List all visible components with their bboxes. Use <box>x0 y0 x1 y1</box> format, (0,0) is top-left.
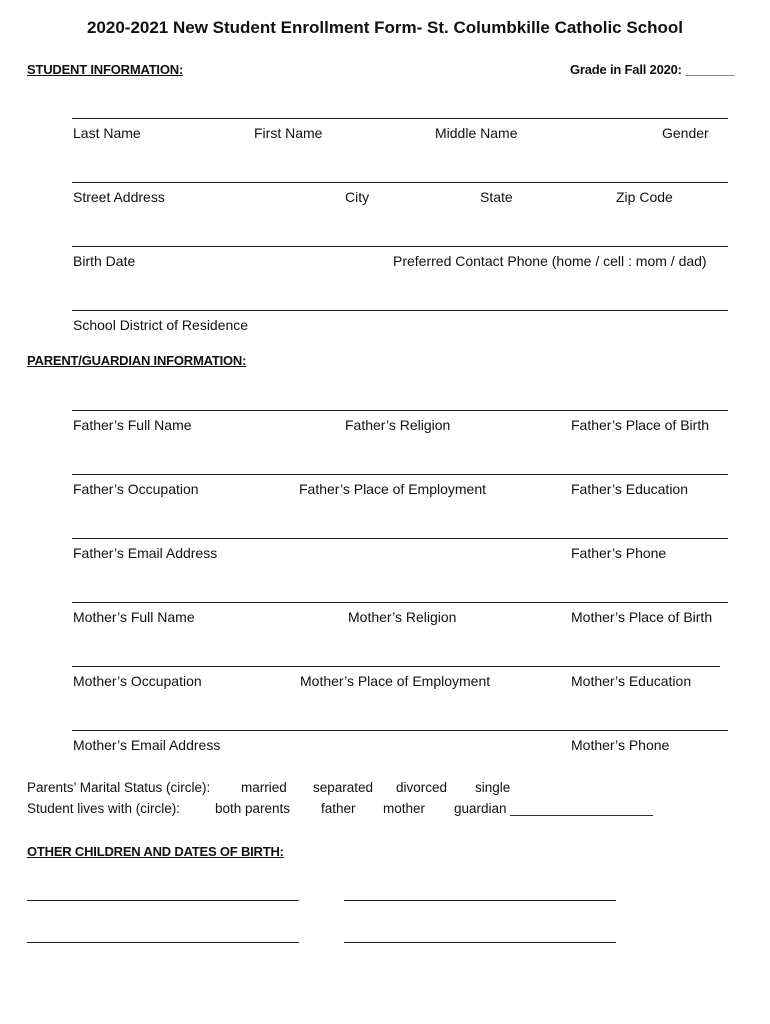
grade-field[interactable]: Grade in Fall 2020: _______ <box>570 62 735 77</box>
mother-birthplace-label: Mother’s Place of Birth <box>571 609 713 625</box>
father-full-name-label: Father’s Full Name <box>73 417 192 433</box>
child-line-4[interactable] <box>344 942 616 943</box>
form-title: 2020-2021 New Student Enrollment Form- St. Columbkille Catholic School <box>86 18 684 37</box>
mother-occupation-label: Mother’s Occupation <box>73 673 202 689</box>
other-children-heading: OTHER CHILDREN AND DATES OF BIRTH: <box>27 844 284 859</box>
street-address-label: Street Address <box>73 189 165 205</box>
school-district-label: School District of Residence <box>73 317 249 333</box>
mother-email-line[interactable] <box>72 730 728 731</box>
gender-label: Gender <box>662 125 709 141</box>
parent-info-heading: PARENT/GUARDIAN INFORMATION: <box>27 353 247 368</box>
middle-name-label: Middle Name <box>435 125 518 141</box>
school-district-line[interactable] <box>72 310 728 311</box>
city-label: City <box>345 189 370 205</box>
option-mother[interactable]: mother <box>383 801 426 816</box>
mother-full-name-label: Mother’s Full Name <box>73 609 195 625</box>
mother-religion-label: Mother’s Religion <box>348 609 457 625</box>
father-email-line[interactable] <box>72 538 728 539</box>
father-phone-label: Father’s Phone <box>571 545 667 561</box>
father-occupation-label: Father’s Occupation <box>73 481 199 497</box>
option-both-parents[interactable]: both parents <box>215 801 291 816</box>
contact-phone-label: Preferred Contact Phone (home / cell : mom / dad) <box>393 253 707 269</box>
address-line[interactable] <box>72 182 728 183</box>
birth-date-line[interactable] <box>72 246 728 247</box>
child-line-2[interactable] <box>344 900 616 901</box>
father-education-label: Father’s Education <box>571 481 688 497</box>
lives-with-label: Student lives with (circle): <box>27 801 181 816</box>
mother-employment-label: Mother’s Place of Employment <box>300 673 491 689</box>
child-line-3[interactable] <box>27 942 299 943</box>
last-name-line[interactable] <box>72 118 728 119</box>
mother-education-label: Mother’s Education <box>571 673 692 689</box>
father-religion-label: Father’s Religion <box>345 417 451 433</box>
father-employment-label: Father’s Place of Employment <box>299 481 487 497</box>
option-guardian[interactable]: guardian ___________________ <box>454 801 653 816</box>
option-divorced[interactable]: divorced <box>396 780 448 795</box>
mother-name-line[interactable] <box>72 602 728 603</box>
father-occupation-line[interactable] <box>72 474 728 475</box>
father-birthplace-label: Father’s Place of Birth <box>571 417 709 433</box>
option-single[interactable]: single <box>475 780 511 795</box>
first-name-label: First Name <box>254 125 323 141</box>
option-married[interactable]: married <box>241 780 287 795</box>
last-name-label: Last Name <box>73 125 141 141</box>
mother-occupation-line[interactable] <box>72 666 720 667</box>
father-name-line[interactable] <box>72 410 728 411</box>
state-label: State <box>480 189 513 205</box>
zip-code-label: Zip Code <box>616 189 673 205</box>
birth-date-label: Birth Date <box>73 253 136 269</box>
student-info-heading: STUDENT INFORMATION: <box>27 62 184 77</box>
father-email-label: Father’s Email Address <box>73 545 218 561</box>
mother-email-label: Mother’s Email Address <box>73 737 221 753</box>
option-father[interactable]: father <box>321 801 356 816</box>
marital-status-label: Parents’ Marital Status (circle): <box>27 780 211 795</box>
child-line-1[interactable] <box>27 900 299 901</box>
mother-phone-label: Mother’s Phone <box>571 737 670 753</box>
option-separated[interactable]: separated <box>313 780 374 795</box>
